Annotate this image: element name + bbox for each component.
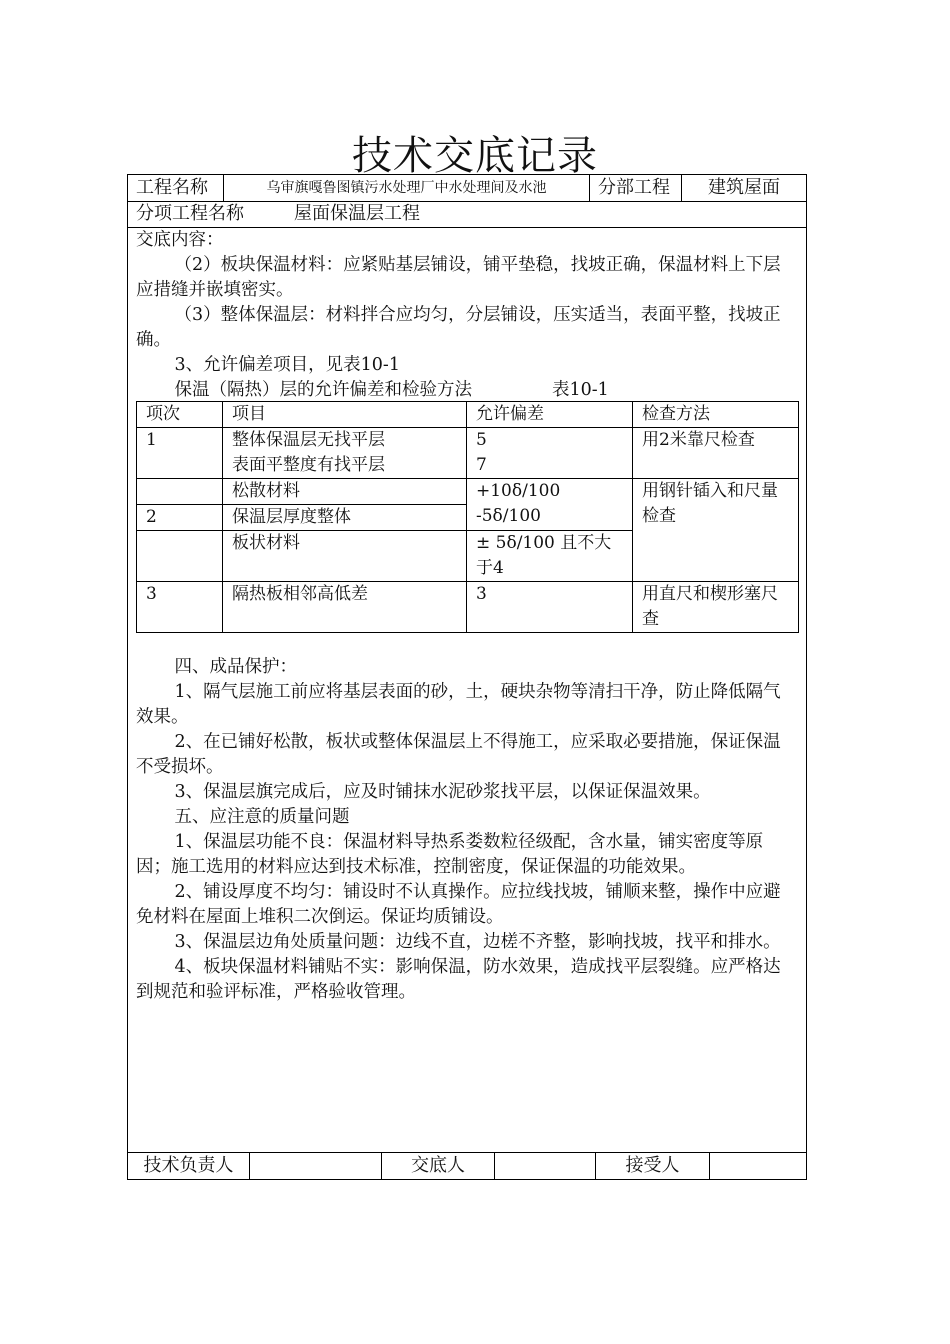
receiver-field[interactable]: [710, 1153, 806, 1179]
section-4-item-2: 2、在已铺好松散，板状或整体保温层上不得施工，应采取必要措施，保证保温不受损坏。: [136, 732, 781, 777]
row-method: 用直尺和楔形塞尺查: [633, 582, 799, 633]
page-title: 技术交底记录: [352, 133, 598, 179]
after-content: [128, 655, 806, 1005]
section-5-item-4: 4、板块保温材料铺贴不实：影响保温，防水效果，造成找平层裂缝。应严格达到规范和验评标准，严格验收管理。: [136, 957, 781, 1002]
deviation-line: 5: [476, 430, 487, 450]
content-intro: 交底内容：: [136, 230, 224, 250]
section-5-item-2: 2、铺设厚度不均匀：铺设时不认真操作。应拉线找坡，铺顺来整，操作中应避免材料在屋面上堆积二次倒运。保证均质铺设。: [136, 882, 781, 927]
briefing-content: [128, 228, 806, 403]
row-method: 用钢针锸入和尺量检查: [633, 479, 799, 582]
division-label: 分部工程: [590, 175, 682, 201]
row-number: [137, 531, 223, 582]
deviation-table: [136, 401, 799, 633]
signature-row: [128, 1152, 806, 1179]
content-p1: （2）板块保温材料：应紧贴基层铺设，铺平垫稳，找坡正确，保温材料上下层应措缝并嵌填密实。: [136, 255, 781, 300]
row-deviation: [467, 479, 633, 531]
section-4-title: 四、成品保护：: [174, 657, 297, 677]
table-row: [137, 428, 799, 479]
content-p3: 3、允许偏差项目，见表10-1: [174, 355, 400, 375]
row-item: [223, 428, 467, 479]
section-5-item-1: 1、保温层功能不良：保温材料导热系娄数粒径级配，含水量，铺实密度等原因；施工选用的材料应达到技术标准，控制密度，保证保温的功能效果。: [136, 832, 764, 877]
subitem-label: 分项工程名称: [136, 203, 244, 224]
table-caption: 保温（隔热）层的允许偏差和检验方法: [174, 380, 472, 400]
header-row-1: [128, 175, 806, 202]
tech-lead-field[interactable]: [250, 1153, 382, 1179]
row-deviation: [467, 428, 633, 479]
row-item: 松散材料: [223, 479, 467, 505]
row-number: 3: [137, 582, 223, 633]
content-p2: （3）整体保温层：材料拌合应均匀，分层铺设，压实适当，表面平整，找坡正确。: [136, 305, 781, 350]
row-number: 1: [137, 428, 223, 479]
header-row-2: [128, 201, 806, 228]
deviation-line: 7: [476, 455, 487, 475]
row-item: 保温层厚度整体: [223, 505, 467, 531]
section-5-title: 五、应注意的质量问题: [174, 807, 350, 827]
header-cell: 检查方法: [633, 402, 799, 428]
receiver-label: 接受人: [596, 1153, 710, 1179]
header-cell: 项次: [137, 402, 223, 428]
row-deviation: 3: [467, 582, 633, 633]
tech-lead-label: 技术负责人: [128, 1153, 250, 1179]
table-caption-line: [128, 378, 806, 403]
row-number: 2: [137, 505, 223, 531]
division-value: 建筑屋面: [708, 177, 780, 198]
item-line: 整体保温层无找平层: [232, 430, 385, 450]
briefer-label: 交底人: [382, 1153, 495, 1179]
table-row: [137, 479, 799, 505]
row-item: 板状材料: [223, 531, 467, 582]
project-name-label: 工程名称: [128, 175, 224, 201]
item-line: 表面平整度有找平层: [232, 455, 385, 475]
row-deviation: ± 5δ/100 且不大于4: [467, 531, 633, 582]
table-row: [137, 582, 799, 633]
row-item: 隔热板相邻高低差: [223, 582, 467, 633]
deviation-line: +10δ/100: [476, 481, 561, 501]
row-method: 用2米靠尺检查: [633, 428, 799, 479]
table-number: 表10-1: [552, 380, 609, 400]
project-name-value: 乌审旗嘎鲁图镇污水处理厂中水处理间及水池: [224, 175, 590, 201]
subitem-value: 屋面保温层工程: [294, 203, 420, 224]
header-cell: 允许偏差: [467, 402, 633, 428]
section-4-item-1: 1、隔气层施工前应将基层表面的砂，土，硬块杂物等清扫干净，防止降低隔气效果。: [136, 682, 781, 727]
header-cell: 项目: [223, 402, 467, 428]
section-5-item-3: 3、保温层边角处质量问题：边线不直，边槎不齐整，影响找坡，找平和排水。: [174, 932, 781, 952]
table-header-row: [137, 402, 799, 428]
briefing-form: [127, 174, 807, 1180]
deviation-line: -5δ/100: [476, 506, 541, 526]
section-4-item-3: 3、保温层旗完成后，应及时铺抹水泥砂浆找平层，以保证保温效果。: [174, 782, 711, 802]
briefer-field[interactable]: [495, 1153, 596, 1179]
row-number: [137, 479, 223, 505]
